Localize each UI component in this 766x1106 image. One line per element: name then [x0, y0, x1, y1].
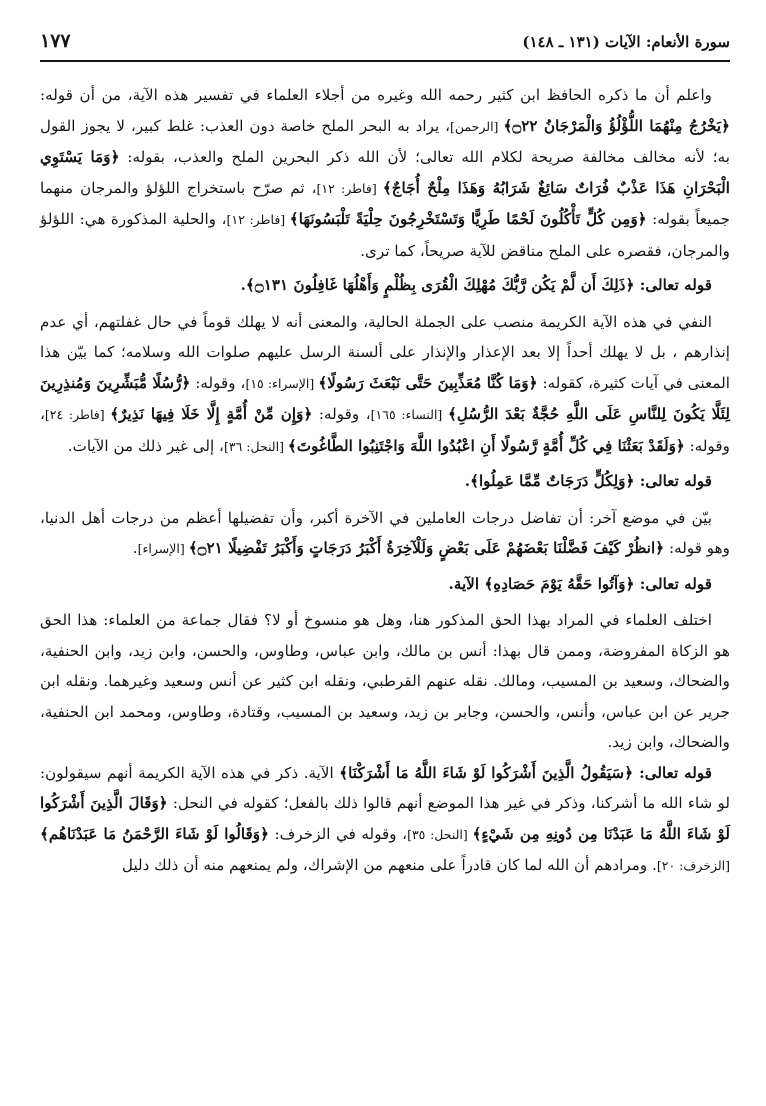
text-run: . [464, 472, 471, 490]
text-run: . [132, 539, 138, 557]
paragraph-sea-pearls [40, 80, 730, 266]
citation: [الزخرف: ٢٠] [656, 858, 730, 873]
citation: [النحل: ٣٦] [223, 438, 288, 454]
quran-quote: ﴿وَلَقَدْ بَعَثْنَا فِي كُلِّ أُمَّةٍ رَّسُولًا أَنِ اعْبُدُوا اللَّهَ وَاجْتَنِبُوا الطَّاغُوتَ﴾ [287, 436, 685, 455]
quran-quote: ﴿وَمَا كُنَّا مُعَذِّبِينَ حَتَّى نَبْعَثَ رَسُولًا﴾ [318, 373, 538, 392]
text-run: الآية. ذكر في هذه الآية الكريمة أنهم سيقولون: لو شاء الله ما أشركنا، وذكر في غير هذا الموضع أنهم قالوا ذلك بالفعل؛ كقوله في النحل: [40, 763, 730, 812]
quran-quote: ﴿وَمِن كُلٍّ تَأْكُلُونَ لَحْمًا طَرِيًّا وَتَسْتَخْرِجُونَ حِلْيَةً تَلْبَسُونَهَا﴾ [289, 210, 647, 228]
citation: [فاطر: ٢٤] [44, 407, 111, 422]
quran-quote: ﴿وَقَالَ الَّذِينَ أَشْرَكُوا لَوْ شَاءَ اللَّهُ مَا عَبَدْنَا مِن دُونِهِ مِن شَيْءٍ﴾ [40, 794, 730, 843]
text-run: ، ثم صرّح باستخراج اللؤلؤ والمرجان منهما جميعاً بقوله: [40, 178, 730, 228]
quran-quote: ﴿وَإِن مِّنْ أُمَّةٍ إِلَّا خَلَا فِيهَا نَذِيرٌ﴾ [110, 405, 313, 423]
verse-label: قوله تعالى: [634, 574, 712, 593]
page-body [40, 80, 730, 882]
paragraph-warning-before-punishment [40, 307, 730, 463]
quran-quote: ﴿انظُرْ كَيْفَ فَضَّلْنَا بَعْضَهُمْ عَلَى بَعْضٍ وَلَلْآخِرَةُ أَكْبَرُ دَرَجَاتٍ وَأَكْبَرُ تَفْضِيلًا ۝٢١﴾ [188, 539, 665, 557]
quran-quote: ﴿سَيَقُولُ الَّذِينَ أَشْرَكُوا لَوْ شَاءَ اللَّهُ مَا أَشْرَكْنَا﴾ [339, 763, 634, 782]
text-run: ، يراد به البحر الملح خاصة دون العذب: غلط كبير، لا يجوز القول به؛ لأنه مخالف مخالفة صريحة لكلام الله تعالى؛ لأن الله ذكر البحرين الملح والعذب، بقوله: [40, 116, 730, 166]
quran-quote: ﴿ذَلِكَ أَن لَّمْ يَكُن رَّبُّكَ مُهْلِكَ الْقُرَى بِظُلْمٍ وَأَهْلُهَا غَافِلُونَ ۝١٣١﴾ [245, 276, 635, 294]
heading-verse-harvest-due [40, 569, 730, 600]
text-run: ، إلى غير ذلك من الآيات. [67, 436, 224, 455]
citation: [فاطر: ١٢] [316, 180, 383, 196]
paragraph-harvest-due [40, 605, 730, 758]
citation: [النساء: ١٦٥] [370, 407, 448, 422]
quran-quote: ﴿رُّسُلًا مُّبَشِّرِينَ وَمُنذِرِينَ لِئَلَّا يَكُونَ لِلنَّاسِ عَلَى اللَّهِ حُجَّةٌ بَعْدَ الرُّسُلِ﴾ [40, 373, 730, 423]
text-run: الآية. [448, 574, 485, 593]
paragraph-degrees-hereafter [40, 503, 730, 565]
quran-quote: ﴿وَمَا يَسْتَوِي الْبَحْرَانِ هَذَا عَذْبٌ فُرَاتٌ سَائِغٌ شَرَابُهُ وَهَذَا مِلْحٌ أُجَاجٌ﴾ [40, 148, 730, 197]
citation: [الإسراء] [137, 541, 189, 556]
page-number: ١٧٧ [40, 30, 71, 52]
heading-verse-degrees [40, 466, 730, 497]
citation: [الرحمن] [450, 118, 504, 134]
quran-quote: ﴿يَخْرُجُ مِنْهُمَا اللُّؤْلُؤُ وَالْمَرْجَانُ ۝٢٢﴾ [503, 116, 730, 135]
text-run: النفي في هذه الآية الكريمة منصب على الجملة الحالية، والمعنى أنه لا يهلك قوماً في حال غفلتهم، أي عدم إنذارهم ، بل لا يهلك أحداً إلا بعد الإعذار والإنذار على ألسنة الرسل عليهم صلوات الله وسلامه؛ كما بيّن هذا المعنى في آيات كثيرة، كقوله: [40, 312, 730, 392]
citation: [الإسراء: ١٥] [245, 375, 319, 391]
text-run: . [240, 276, 246, 294]
quran-quote: ﴿وَآتُوا حَقَّهُ يَوْمَ حَصَادِهِ﴾ [484, 574, 635, 593]
quran-quote: ﴿وَقَالُوا لَوْ شَاءَ الرَّحْمَنُ مَا عَبَدْنَاهُم﴾ [40, 824, 270, 843]
citation: [فاطر: ١٢] [226, 212, 290, 227]
verse-label: قوله تعالى: [634, 276, 712, 294]
running-title: سورة الأنعام: الآيات (١٣١ ـ ١٤٨) [522, 33, 730, 51]
heading-verse-131 [40, 270, 730, 301]
paragraph-polytheists-saying [40, 758, 730, 882]
verse-label: قوله تعالى: [633, 763, 712, 782]
text-run: واعلم أن ما ذكره الحافظ ابن كثير رحمه الله وغيره من أجلاء العلماء في تفسير هذه الآية، من أن قوله: [40, 86, 712, 104]
verse-label: قوله تعالى: [634, 472, 712, 490]
page-header [40, 30, 730, 62]
text-run: ، وقوله: [40, 405, 730, 455]
text-run: ، وقوله: [312, 405, 371, 423]
quran-quote: ﴿وَلِكُلٍّ دَرَجَاتٌ مِّمَّا عَمِلُوا﴾ [470, 472, 635, 490]
text-run: اختلف العلماء في المراد بهذا الحق المذكور هنا، وهل هو منسوخ أو لا؟ فقال جماعة من العلماء: هذا الحق هو الزكاة المفروضة، وممن قال بهذا: أنس بن مالك، وابن عباس، وطاوس، والحسن، وابن زيد، وابن الحنفية، والضحاك، وسعيد بن المسيب، ومالك. نقله عنهم القرطبي، ونقله ابن كثير عن أنس وسعيد وغيرهما. ونقله ابن جرير عن ابن عباس، وأنس، والحسن، وجابر بن زيد، وسعيد بن المسيب، وقتادة، وطاوس، ومحمد ابن الحنفية، والضحاك، وابن زيد. [40, 611, 730, 751]
text-run: ، والحلية المذكورة هي: اللؤلؤ والمرجان، فقصره على الملح مناقض للآية صريحاً، كما ترى. [40, 210, 730, 260]
citation: [النحل: ٣٥] [407, 826, 473, 842]
text-run: ، وقوله: [190, 373, 246, 392]
text-run: . ومرادهم أن الله لما كان قادراً على منعهم من الإشراك، ولم يمنعهم منه أن ذلك دليل [121, 856, 657, 874]
text-run: بيّن في موضع آخر: أن تفاضل درجات العاملين في الآخرة أكبر، وأن تفضيلها أعظم من درجات أهل الدنيا، وهو قوله: [40, 508, 730, 557]
text-run: ، وقوله في الزخرف: [269, 824, 408, 843]
